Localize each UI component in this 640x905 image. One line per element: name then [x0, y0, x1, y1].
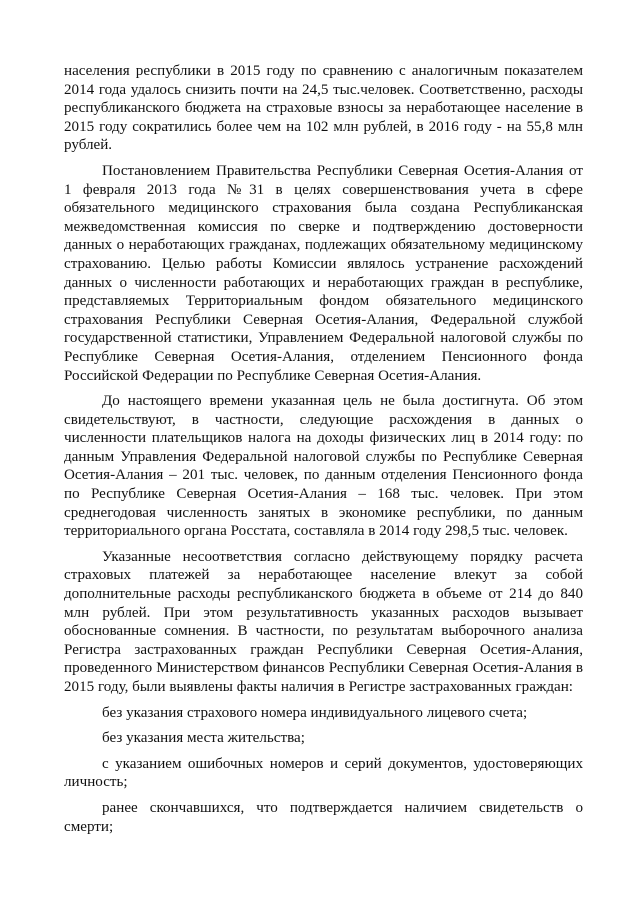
- paragraph-continuation: населения республики в 2015 году по сравнению с аналогичным показателем 2014 года удалось снизить почти на 24,5 тыс.человек. Соответственно, расходы республиканского бюджета на страховые взносы за неработающее население в 2015 году сократились более чем на 102 млн рублей, в 2016 году - на 55,8 млн рублей.: [64, 63, 583, 154]
- list-item-deceased: ранее скончавшихся, что подтверждается наличием свидетельств о смерти;: [64, 799, 583, 835]
- list-item-wrong-documents: с указанием ошибочных номеров и серий документов, удостоверяющих личность;: [64, 755, 583, 791]
- list-item-no-residence: без указания места жительства;: [102, 730, 305, 747]
- list-item-no-insurance-number: без указания страхового номера индивидуального лицевого счета;: [102, 704, 528, 721]
- paragraph-discrepancies: До настоящего времени указанная цель не была достигнута. Об этом свидетельствуют, в частности, следующие расхождения в данных о численности плательщиков налога на доходы физических лиц в 2014 году: по данным Управления Федеральной налоговой службы по Республике Северная Осетия-Алания – 201 тыс. человек, по данным отделения Пенсионного фонда по Республике Северная Осетия-Алания – 168 тыс. человек. При этом среднегодовая численность занятых в экономике республики, по данным территориального органа Росстата, составляла в 2014 году 298,5 тыс. человек.: [64, 393, 583, 540]
- paragraph-commission: Постановлением Правительства Республики Северная Осетия-Алания от 1 февраля 2013 года №31 в целях совершенствования учета в сфере обязательного медицинского страхования была создана Республиканская межведомственная комиссия по сверке и подтверждению достоверности данных о неработающих гражданах, подлежащих обязательному медицинскому страхованию. Целью работы Комиссии являлось устранение расхождений данных о численности работающих и неработающих граждан в республике, представляемых Территориальным фондом обязательного медицинского страхования Республики Северная Осетия-Алания, Федеральной службой государственной статистики, Управлением Федеральной налоговой службы по Республике Северная Осетия-Алания, отделением Пенсионного фонда Российской Федерации по Республике Северная Осетия-Алания.: [64, 162, 583, 384]
- paragraph-expenses: Указанные несоответствия согласно действующему порядку расчета страховых платежей за неработающее население влекут за собой дополнительные расходы республиканского бюджета в объеме от 214 до 840 млн рублей. При этом результативность указанных расходов вызывает обоснованные сомнения. В частности, по результатам выборочного анализа Регистра застрахованных граждан Республики Северная Осетия-Алания, проведенного Министерством финансов Республики Северная Осетия-Алания в 2015 году, были выявлены факты наличия в Регистре застрахованных граждан:: [64, 548, 583, 695]
